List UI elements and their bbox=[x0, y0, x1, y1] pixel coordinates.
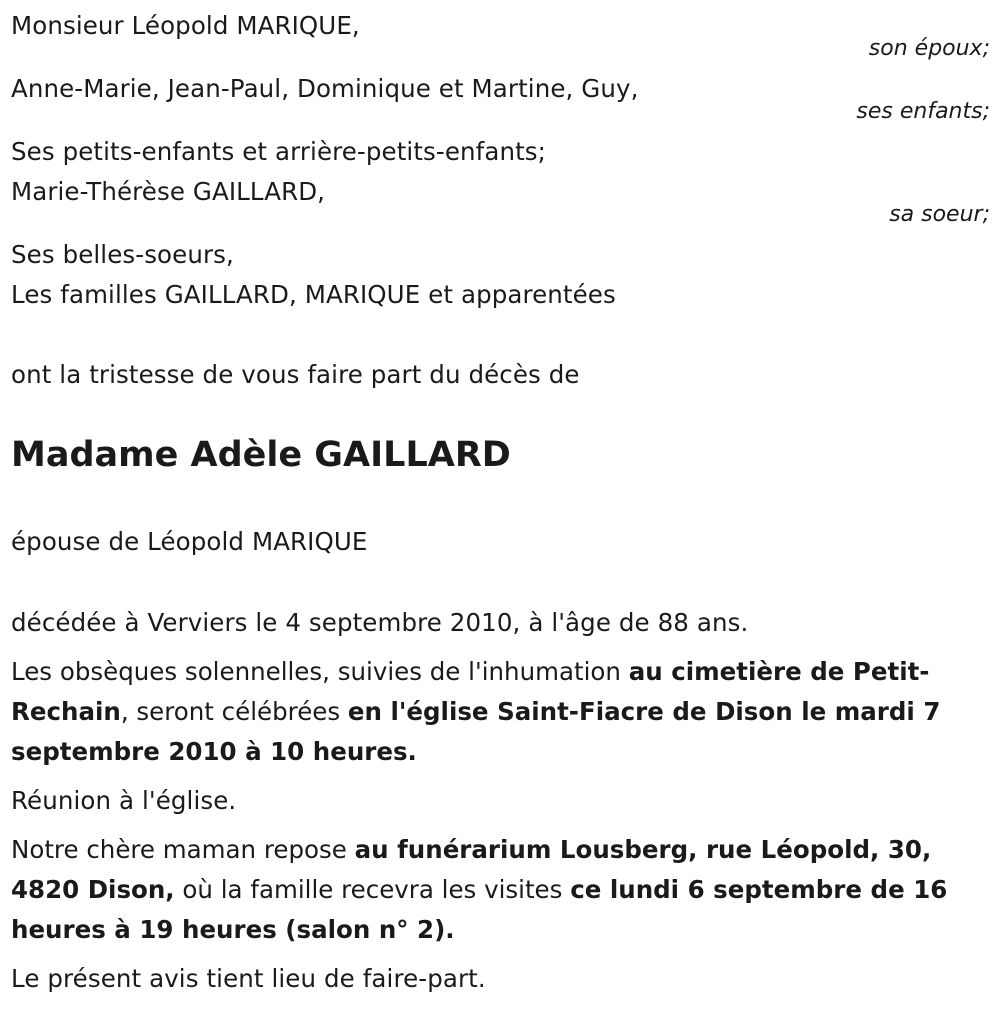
deceased-name: Madame Adèle GAILLARD bbox=[11, 435, 511, 475]
spouse-name: Monsieur Léopold MARIQUE, bbox=[11, 11, 360, 40]
rest-visit-time: ce lundi 6 septembre de 16 heures à 19 heures (salon n° 2). bbox=[11, 875, 948, 944]
rest-funeral-home: au funérarium Lousberg, rue Léopold, 30, 4820 Dison, bbox=[11, 835, 932, 904]
rest-text-1: Notre chère maman repose bbox=[11, 835, 355, 864]
funeral-text-2: , seront célébrées bbox=[120, 697, 348, 726]
spouse-of: épouse de Léopold MARIQUE bbox=[11, 527, 368, 556]
grandchildren: Ses petits-enfants et arrière-petits-enfants; bbox=[11, 137, 547, 166]
children-names: Anne-Marie, Jean-Paul, Dominique et Martine, Guy, bbox=[11, 74, 639, 103]
spouse-role: son époux; bbox=[868, 36, 990, 61]
sister-role: sa soeur; bbox=[889, 202, 990, 227]
rest-paragraph bbox=[11, 830, 986, 950]
extended-families: Les familles GAILLARD, MARIQUE et apparentées bbox=[11, 280, 616, 309]
funeral-cemetery: au cimetière de Petit-Rechain bbox=[11, 657, 930, 726]
closing: Le présent avis tient lieu de faire-part. bbox=[11, 964, 486, 993]
funeral-text-1: Les obsèques solennelles, suivies de l'inhumation bbox=[11, 657, 629, 686]
sisters-in-law: Ses belles-soeurs, bbox=[11, 240, 234, 269]
death-info: décédée à Verviers le 4 septembre 2010, à l'âge de 88 ans. bbox=[11, 608, 749, 637]
rest-text-2: où la famille recevra les visites bbox=[174, 875, 571, 904]
funeral-church-date: en l'église Saint-Fiacre de Dison le mardi 7 septembre 2010 à 10 heures. bbox=[11, 697, 941, 766]
announcement: ont la tristesse de vous faire part du décès de bbox=[11, 360, 580, 389]
funeral-paragraph bbox=[11, 652, 986, 772]
children-role: ses enfants; bbox=[856, 99, 990, 124]
sister-name: Marie-Thérèse GAILLARD, bbox=[11, 177, 326, 206]
gathering: Réunion à l'église. bbox=[11, 786, 237, 815]
